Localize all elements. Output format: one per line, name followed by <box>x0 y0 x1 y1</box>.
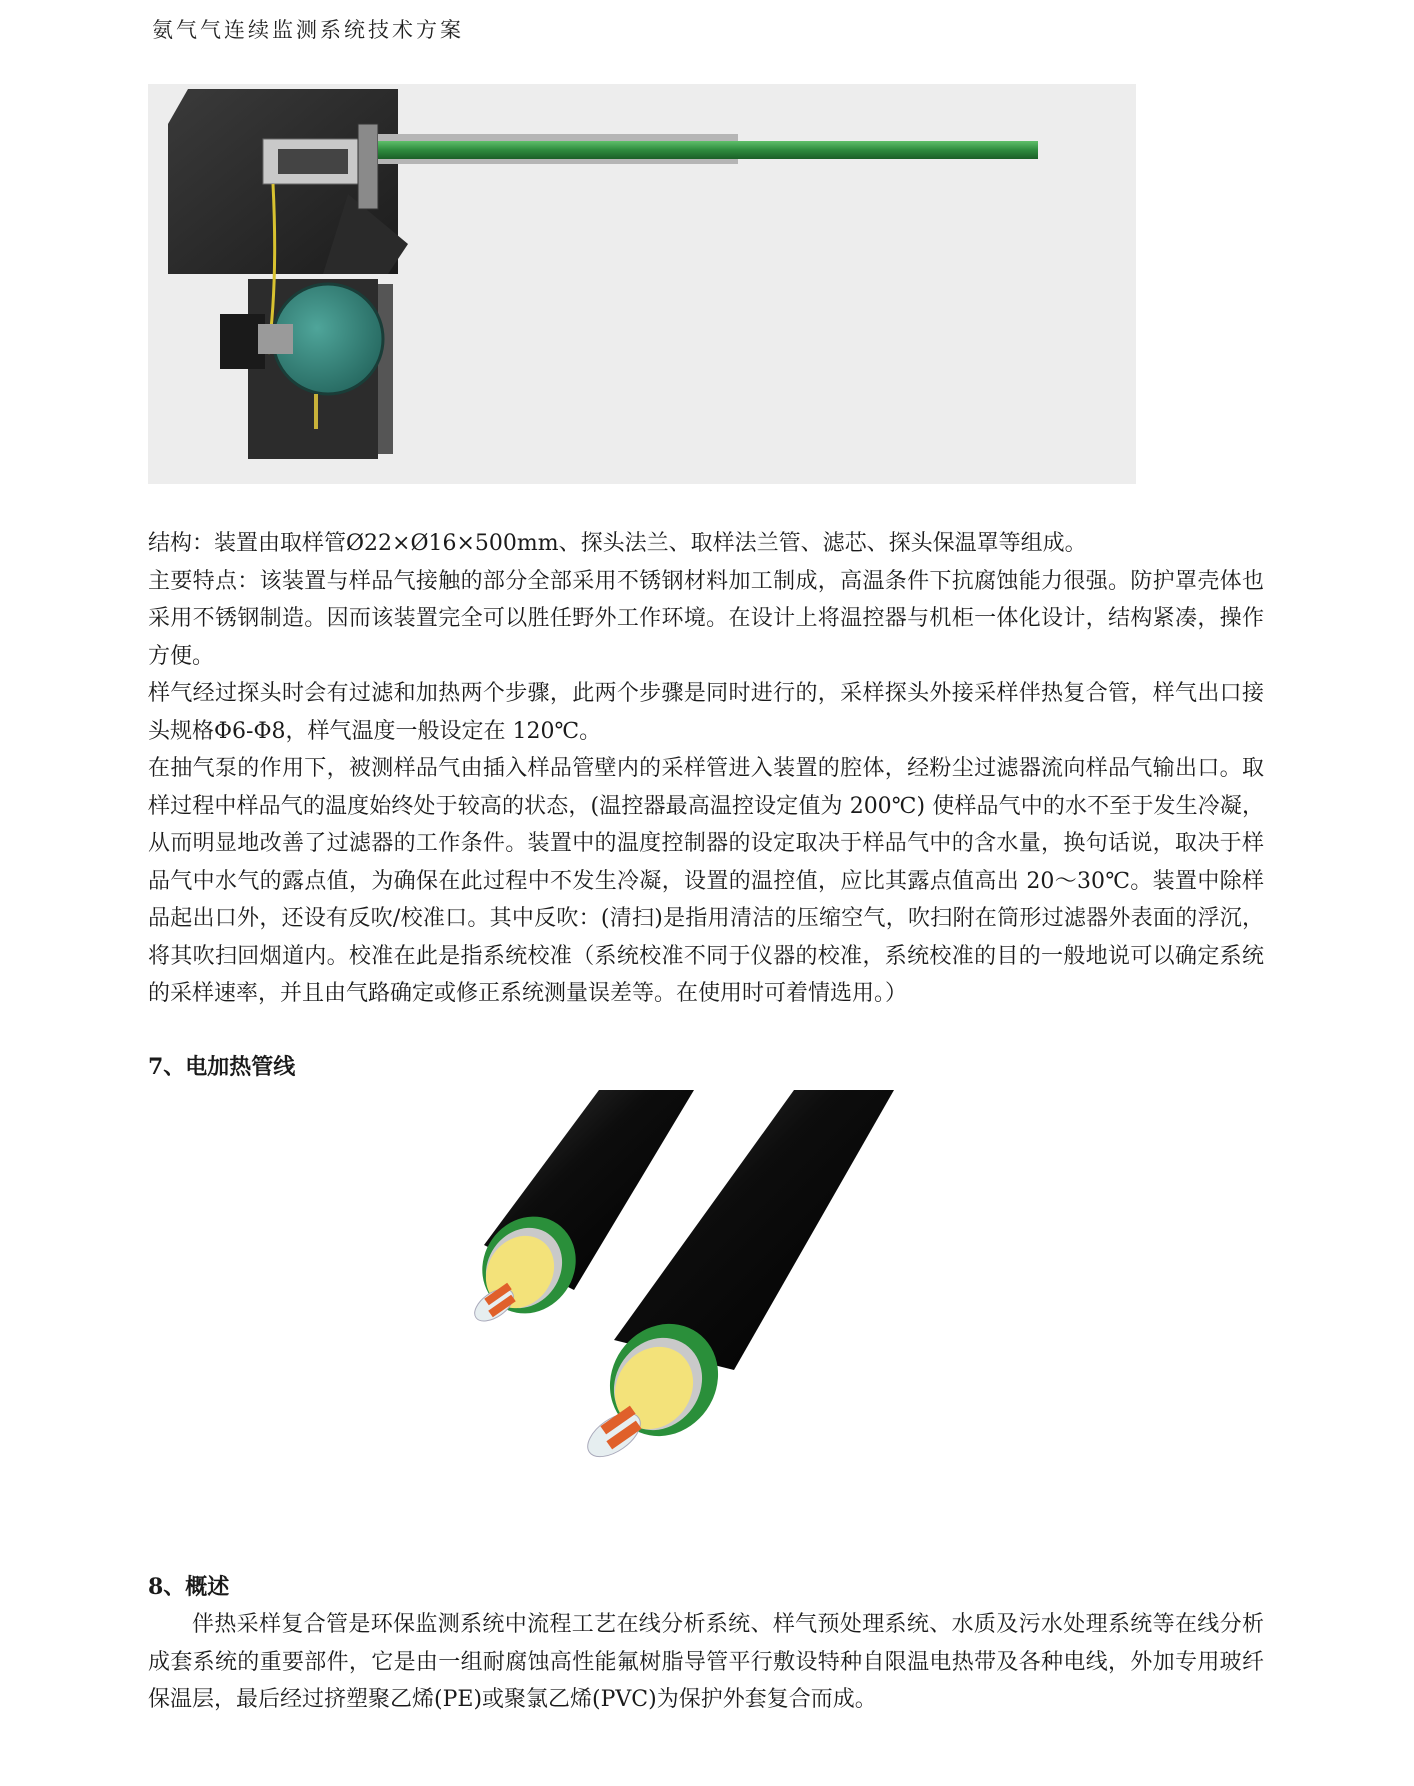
sampling-steps-paragraph: 样气经过探头时会有过滤和加热两个步骤，此两个步骤是同时进行的，采样探头外接采样伴热复合管，样气出口接头规格Φ6-Φ8，样气温度一般设定在 120℃。 <box>148 681 1264 744</box>
probe-assembly-image <box>148 84 1136 484</box>
section-7-heading: 7、电加热管线 <box>148 1054 296 1080</box>
document-header: 氨气气连续监测系统技术方案 <box>152 18 464 42</box>
structure-paragraph: 结构：装置由取样管Ø22×Ø16×500mm、探头法兰、取样法兰管、滤芯、探头保温罩等组成。 <box>148 531 1087 556</box>
overview-paragraph: 伴热采样复合管是环保监测系统中流程工艺在线分析系统、样气预处理系统、水质及污水处理系统等在线分析成套系统的重要部件，它是由一组耐腐蚀高性能氟树脂导管平行敷设特种自限温电热带及各种电线，外加专用玻纤保温层，最后经过挤塑聚乙烯(PE)或聚氯乙烯(PVC)为保护外套复合而成。 <box>148 1612 1264 1712</box>
overview-block <box>148 1606 1264 1719</box>
heated-cable-image <box>424 1090 1016 1538</box>
probe-description <box>148 525 1264 1013</box>
features-paragraph: 主要特点：该装置与样品气接触的部分全部采用不锈钢材料加工制成，高温条件下抗腐蚀能力很强。防护罩壳体也采用不锈钢制造。因而该装置完全可以胜任野外工作环境。在设计上将温控器与机柜一体化设计，结构紧凑，操作方便。 <box>148 568 1264 669</box>
operation-paragraph: 在抽气泵的作用下，被测样品气由插入样品管壁内的采样管进入装置的腔体，经粉尘过滤器流向样品气输出口。取样过程中样品气的温度始终处于较高的状态，(温控器最高温控设定值为 200℃) 使样品气中的水不至于发生冷凝，从而明显地改善了过滤器的工作条件。装置中的温度控制器的设定取决于样品气中的含水量，换句话说，取决于样品气中水气的露点值，为确保在此过程中不发生冷凝，设置的温控值，应比其露点值高出 20～30℃。装置中除样品起出口外，还设有反吹/校准口。其中反吹：(清扫)是指用清洁的压缩空气，吹扫附在筒形过滤器外表面的浮沉，将其吹扫回烟道内。校准在此是指系统校准（系统校准不同于仪器的校准，系统校准的目的一般地说可以确定系统的采样速率，并且由气路确定或修正系统测量误差等。在使用时可着情选用。） <box>148 756 1264 1006</box>
section-8-heading: 8、概述 <box>148 1574 230 1600</box>
